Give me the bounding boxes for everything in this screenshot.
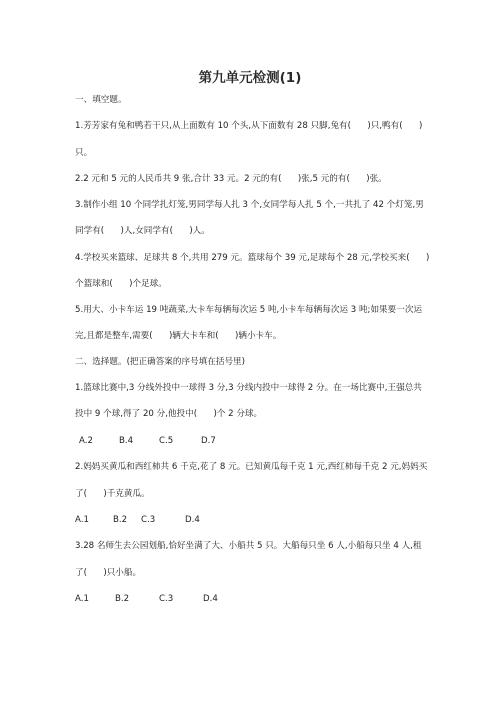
option-a: A.1 bbox=[75, 515, 89, 525]
s1-q5-line1: 5.用大、小卡车运 19 吨蔬菜,大卡车每辆每次运 5 吨,小卡车每辆每次运 3 吨;如果要一次运 bbox=[75, 305, 423, 315]
option-a: A.1 bbox=[75, 594, 89, 604]
option-b: B.2 bbox=[115, 594, 130, 604]
s1-q1-line2: 只。 bbox=[75, 148, 93, 158]
s2-q1-line2: 投中 9 个球,得了 20 分,他投中( )个 2 分球。 bbox=[75, 409, 263, 419]
option-c: C.5 bbox=[159, 436, 174, 446]
s1-q3-line1: 3.制作小组 10 个同学扎灯笼,男同学每人扎 3 个,女同学每人扎 5 个,一共扎了 42 个灯笼,男 bbox=[75, 200, 424, 210]
s1-q4-line1: 4.学校买来篮球、足球共 8 个,共用 279 元。篮球每个 39 元,足球每个 28 元,学校买来( ) bbox=[75, 253, 430, 263]
s2-q1-line1: 1.篮球比赛中,3 分线外投中一球得 3 分,3 分线内投中一球得 2 分。在一场比赛中,王强总共 bbox=[75, 383, 422, 393]
option-d: D.7 bbox=[201, 436, 216, 446]
section2-heading: 二、选择题。(把正确答案的序号填在括号里) bbox=[75, 357, 245, 367]
s1-q5-line2: 完,且都是整车,需要( )辆大卡车和( )辆小卡车。 bbox=[75, 331, 282, 341]
s1-q3-line2: 同学有( )人,女同学有( )人。 bbox=[75, 226, 210, 236]
option-b: B.4 bbox=[119, 436, 134, 446]
option-d: D.4 bbox=[203, 594, 218, 604]
option-c: C.3 bbox=[159, 594, 174, 604]
s1-q4-line2: 个篮球和( )个足球。 bbox=[75, 279, 167, 289]
option-d: D.4 bbox=[185, 515, 200, 525]
option-c: C.3 bbox=[141, 515, 156, 525]
s1-q2-line1: 2.2 元和 5 元的人民币共 9 张,合计 33 元。2 元的有( )张,5 元的有( )张。 bbox=[75, 174, 387, 184]
s1-q1-line1: 1.芳芳家有兔和鸭若干只,从上面数有 10 个头,从下面数有 28 只脚,兔有( )只,鸭有( ) bbox=[75, 121, 423, 131]
option-a: A.2 bbox=[79, 436, 93, 446]
s2-q2-line1: 2.妈妈买黄瓜和西红柿共 6 千克,花了 8 元。已知黄瓜每千克 1 元,西红柿每千克 2 元,妈妈买 bbox=[75, 462, 428, 472]
option-b: B.2 bbox=[113, 515, 128, 525]
s2-q2-line2: 了( )千克黄瓜。 bbox=[75, 489, 150, 499]
section1-heading: 一、填空题。 bbox=[75, 95, 127, 105]
page-title: 第九单元检测(1) bbox=[198, 70, 302, 86]
s2-q3-line2: 了( )只小船。 bbox=[75, 568, 142, 578]
s2-q3-line1: 3.28 名师生去公园划船,恰好坐满了大、小船共 5 只。大船每只坐 6 人,小船每只坐 4 人,租 bbox=[75, 541, 422, 551]
